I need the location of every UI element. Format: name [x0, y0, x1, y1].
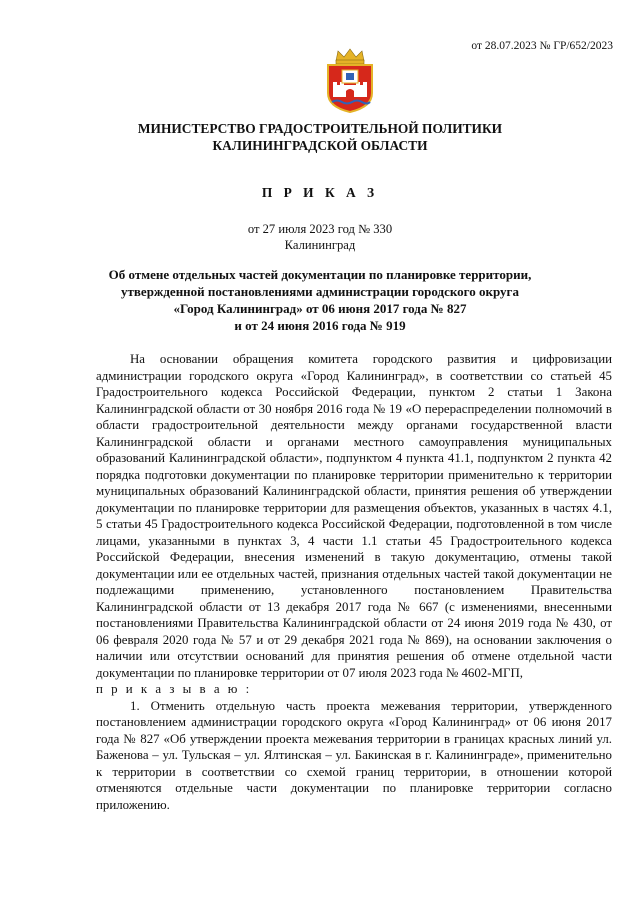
order-subject-line-3: «Город Калининград» от 06 июня 2017 года № 827 [173, 301, 467, 316]
order-subject-line-4: и от 24 июня 2016 года № 919 [234, 318, 406, 333]
order-body [96, 351, 612, 813]
order-item-1: 1. Отменить отдельную часть проекта межевания территории, утвержденного постановлением администрации городского округа «Город Калининград» от 06 июня 2017 года № 827 «Об утверждении проекта межевания территории в границах красных линий ул. Баженова – ул. Тульская – ул. Ялтинская – ул. Бакинская в г. Калининграде», применительно к территории в соответствии со схемой границ территории, в отношении которой отменяются отдельные части документации по планировке территории согласно приложению. [96, 698, 612, 812]
order-date-number: от 27 июля 2023 год № 330 [247, 222, 393, 236]
ministry-name-line-1: МИНИСТЕРСТВО ГРАДОСТРОИТЕЛЬНОЙ ПОЛИТИКИ [137, 121, 503, 136]
directive-word: п р и к а з ы в а ю : [96, 682, 252, 696]
registration-stamp: от 28.07.2023 № ГР/652/2023 [471, 40, 613, 52]
preamble-paragraph: На основании обращения комитета городского развития и цифровизации администрации городского округа «Город Калининград», в соответствии со статьей 45 Градостроительного кодекса Российской Федерации, пунктом 2 статьи 1 Закона Калининградской области от 30 ноября 2016 года № 19 «О перераспределении полномочий в области градостроительной деятельности между органами государственной власти Калининградской области и органами местного самоуправления муниципальных образований Калининградской области», подпунктом 4 пункта 41.1, подпунктом 2 пункта 42 порядка подготовки документации по планировке территории применительно к территории муниципальных образований Калининградской области, принятия решения об утверждении документации по планировке территории для размещения объектов, указанных в частях 4.1, 5 статьи 45 Градостроительного кодекса Российской Федерации, подготовленной в том числе лицами, указанными в пунктах 3, 4 части 1.1 статьи 45 Градостроительного кодекса Российской Федерации, внесения изменений в такую документацию, отмены такой документации или ее отдельных частей, признания отдельных частей такой документации не подлежащими применению, установленного постановлением Правительства Калининградской области от 13 декабря 2017 года № 667 (с изменениями, внесенными постановлениями Правительства Калининградской области от 24 июня 2019 года № 430, от 06 февраля 2020 года № 57 и от 29 декабря 2021 года № 869), на основании заключения о наличии или отсутствии оснований для принятия решения об отмене отдельной части документации по планировке территории от 07 июля 2023 года № 4602-МГП, [96, 352, 612, 680]
order-city: Калининград [284, 237, 356, 252]
order-subject-line-1: Об отмене отдельных частей документации по планировке территории, [108, 267, 532, 282]
kaliningrad-coat-of-arms-icon [324, 47, 376, 113]
order-meta [0, 222, 640, 253]
order-subject [0, 266, 640, 334]
ministry-name-line-2: КАЛИНИНГРАДСКОЙ ОБЛАСТИ [212, 138, 428, 153]
ministry-name [0, 120, 640, 154]
document-type: П Р И К А З [261, 185, 379, 200]
order-subject-line-2: утвержденной постановлениями администрации городского округа [121, 284, 519, 299]
